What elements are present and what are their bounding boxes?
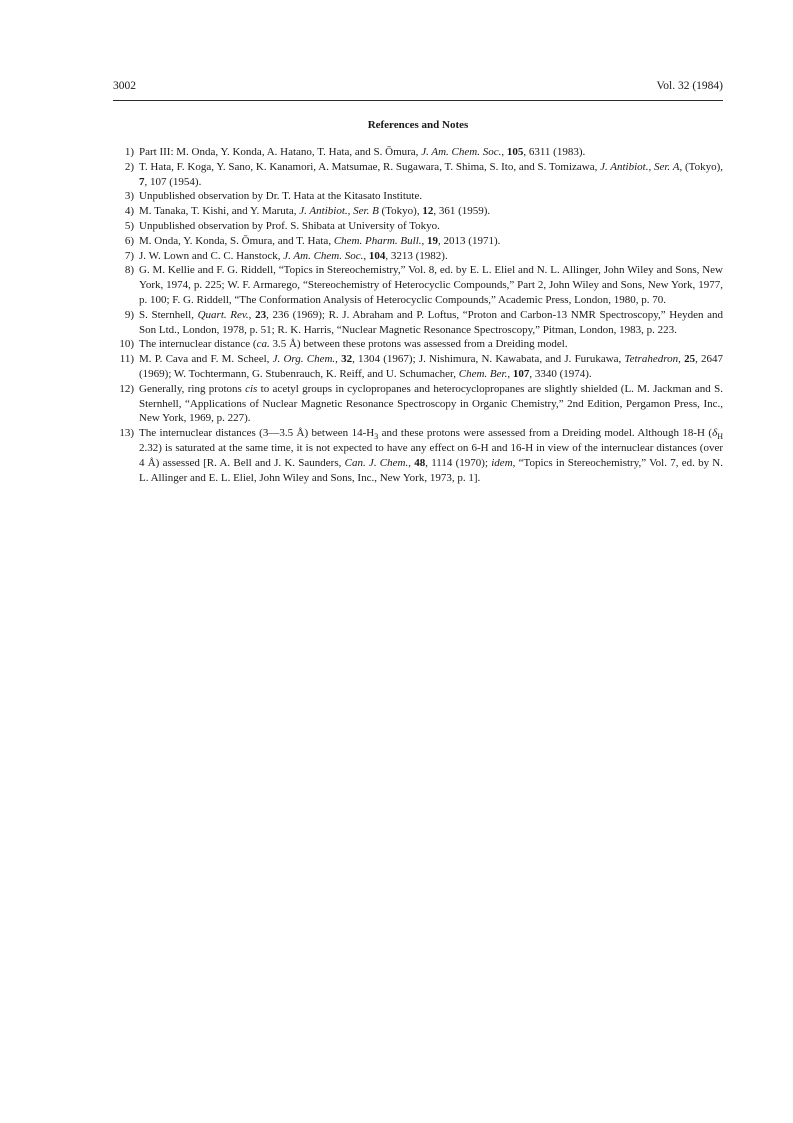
reference-text	[139, 190, 422, 202]
reference-fragment: δ	[712, 427, 718, 440]
reference-fragment: , (Tokyo),	[679, 160, 723, 173]
reference-fragment: M. Tanaka, T. Kishi, and Y. Maruta,	[139, 205, 300, 218]
page-number: 3002	[113, 80, 136, 92]
reference-text	[139, 205, 490, 217]
reference-item	[113, 352, 723, 382]
reference-fragment: M. P. Cava and F. M. Scheel,	[139, 353, 273, 366]
reference-item	[113, 234, 723, 249]
reference-text	[139, 427, 723, 483]
reference-fragment: 19	[427, 234, 439, 247]
reference-fragment: 3.5 Å) between these protons was assessed from a Dreiding model.	[269, 338, 568, 351]
reference-number: 12)	[119, 382, 134, 395]
reference-fragment: ,	[507, 367, 513, 380]
reference-number: 9)	[124, 308, 134, 321]
reference-number: 4)	[124, 205, 134, 218]
reference-fragment: ,	[248, 308, 256, 321]
reference-fragment: ca.	[256, 338, 270, 351]
reference-number: 11)	[119, 353, 134, 366]
reference-fragment: idem	[491, 456, 513, 469]
reference-fragment: J. W. Lown and C. C. Hanstock,	[139, 249, 284, 262]
reference-fragment: ,	[501, 146, 507, 158]
reference-text	[139, 220, 440, 232]
reference-fragment: J. Am. Chem. Soc.	[421, 146, 502, 158]
reference-fragment: and these protons were assessed from a Dreiding model. Although 18-H (	[378, 427, 713, 440]
reference-fragment: Quart. Rev.	[197, 308, 249, 321]
reference-item	[113, 189, 723, 204]
reference-fragment: Unpublished observation by Dr. T. Hata at the Kitasato Institute.	[139, 190, 423, 203]
reference-number: 5)	[124, 219, 134, 232]
reference-number: 8)	[124, 264, 134, 277]
reference-fragment: M. Onda, Y. Konda, S. Ōmura, and T. Hata,	[139, 234, 334, 247]
running-header	[113, 80, 723, 98]
reference-fragment: , 1304 (1967); J. Nishimura, N. Kawabata, and J. Furukawa,	[352, 353, 625, 366]
reference-text	[139, 250, 448, 262]
reference-list	[113, 145, 723, 485]
reference-fragment: ,	[421, 234, 428, 247]
reference-fragment: 7	[139, 175, 145, 188]
reference-text	[139, 235, 500, 247]
reference-fragment: 23	[255, 308, 267, 321]
header-rule	[113, 100, 723, 101]
reference-fragment: (Tokyo),	[378, 205, 423, 218]
reference-item	[113, 263, 723, 307]
reference-text	[139, 338, 568, 350]
reference-number: 1)	[124, 146, 134, 158]
reference-fragment: ,	[363, 249, 369, 262]
reference-text	[139, 264, 723, 306]
reference-number: 13)	[119, 427, 134, 440]
reference-fragment: Tetrahedron	[624, 353, 679, 366]
reference-fragment: Generally, ring protons	[139, 382, 246, 395]
reference-number: 6)	[124, 234, 134, 247]
reference-text	[139, 309, 723, 336]
reference-fragment: 3	[374, 432, 379, 442]
reference-fragment: , 107 (1954).	[144, 175, 202, 188]
reference-fragment: , 3213 (1982).	[385, 249, 448, 262]
reference-item	[113, 160, 723, 190]
reference-fragment: , “Topics in Stereochemistry,” Vol. 7, ed. by N. L. Allinger and E. L. Eliel, John Wiley and Sons, Inc., New York, 1973, p. 1].	[139, 456, 724, 484]
reference-fragment: J. Antibiot., Ser. B	[299, 205, 379, 218]
reference-fragment: , 2647 (1969); W. Tochtermann, G. Stubenrauch, K. Reiff, and U. Schumacher,	[139, 353, 724, 380]
reference-fragment: 107	[512, 367, 530, 380]
reference-fragment: ,	[678, 353, 685, 366]
reference-fragment: Can. J. Chem.	[344, 456, 409, 469]
reference-text	[139, 353, 723, 380]
reference-text	[139, 383, 723, 425]
reference-item	[113, 308, 723, 338]
reference-fragment: The internuclear distance (	[139, 338, 257, 351]
reference-item	[113, 426, 723, 485]
reference-fragment: 32	[341, 353, 353, 366]
reference-fragment: Chem. Pharm. Bull.	[333, 234, 422, 247]
reference-text	[139, 161, 723, 188]
reference-text	[139, 146, 585, 158]
reference-fragment: 2.32) is saturated at the same time, it is not expected to have any effect on 6-H and 16-H in view of the internuclear distances (over 4 Å) assessed [R. A. Bell and J. K. Saunders,	[139, 441, 723, 469]
section-title: References and Notes	[367, 119, 469, 131]
reference-fragment: J. Am. Chem. Soc.	[283, 249, 364, 262]
reference-number: 3)	[124, 190, 134, 203]
reference-item	[113, 249, 723, 264]
reference-fragment: ,	[335, 353, 342, 366]
reference-fragment: , 2013 (1971).	[438, 234, 501, 247]
reference-fragment: Unpublished observation by Prof. S. Shibata at University of Tokyo.	[139, 219, 440, 232]
reference-fragment: J. Org. Chem.	[272, 353, 336, 366]
reference-item	[113, 219, 723, 234]
reference-fragment: , 236 (1969); R. J. Abraham and P. Loftus, “Proton and Carbon-13 NMR Spectroscopy,” Heyden and Son Ltd., London, 1978, p. 51; R. K. Harris, “Nuclear Magnetic Resonance Spectroscopy,” Pitman, London, 1983, p. 223.	[139, 308, 724, 336]
reference-fragment: 104	[368, 249, 386, 262]
reference-number: 2)	[124, 160, 134, 173]
journal-volume: Vol. 32 (1984)	[656, 80, 723, 92]
reference-number: 10)	[119, 338, 134, 351]
reference-item	[113, 337, 723, 352]
reference-fragment: The internuclear distances (3—3.5 Å) between 14-H	[139, 427, 375, 440]
reference-fragment: , 6311 (1983).	[523, 146, 586, 158]
reference-fragment: cis	[245, 382, 258, 395]
reference-fragment: 25	[684, 353, 696, 366]
reference-fragment: Part III: M. Onda, Y. Konda, A. Hatano, T. Hata, and S. Ōmura,	[139, 146, 422, 158]
reference-fragment: to acetyl groups in cyclopropanes and heterocyclopropanes are slightly shielded (L. M. Jackman and S. Sternhell, “Applications of Nuclear Magnetic Resonance Spectroscopy in Organic Chemistry,” 2nd Edition, Pergamon Press, Inc., New York, 1969, p. 227).	[139, 382, 723, 425]
reference-fragment: H	[717, 432, 723, 442]
reference-fragment: 105	[506, 146, 524, 158]
reference-fragment: J. Antibiot., Ser. A	[600, 160, 680, 173]
reference-fragment: ,	[408, 456, 415, 469]
reference-item	[113, 204, 723, 219]
reference-item	[113, 382, 723, 426]
reference-item	[113, 145, 723, 160]
reference-fragment: S. Sternhell,	[139, 308, 198, 321]
reference-fragment: 12	[422, 205, 434, 218]
reference-number: 7)	[124, 249, 134, 262]
reference-fragment: , 1114 (1970);	[425, 456, 492, 469]
reference-fragment: 48	[414, 456, 426, 469]
reference-fragment: Chem. Ber.	[458, 367, 508, 380]
reference-fragment: G. M. Kellie and F. G. Riddell, “Topics in Stereochemistry,” Vol. 8, ed. by E. L. Eliel and N. L. Allinger, John Wiley and Sons, New York, 1974, p. 225; W. F. Armarego, “Stereochemistry of Heterocyclic Compounds,” Part 2, John Wiley and Sons, New York, 1977, p. 100; F. G. Riddell, “The Conformation Analysis of Heterocyclic Compounds,” Academic Press, London, 1980, p. 70.	[139, 264, 723, 306]
reference-fragment: , 3340 (1974).	[529, 367, 592, 380]
reference-fragment: , 361 (1959).	[433, 205, 491, 218]
reference-fragment: T. Hata, F. Koga, Y. Sano, K. Kanamori, A. Matsumae, R. Sugawara, T. Shima, S. Ito, and S. Tomizawa,	[139, 160, 601, 173]
